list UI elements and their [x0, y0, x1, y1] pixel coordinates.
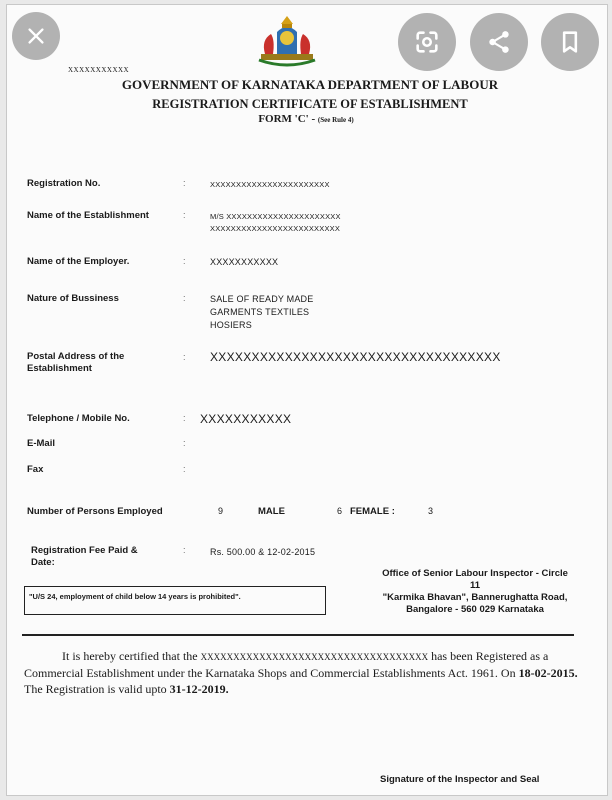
fax-label: Fax	[27, 464, 44, 475]
form-label: FORM 'C' -	[258, 113, 316, 125]
office-line4: Bangalore - 560 029 Karnataka	[406, 604, 544, 615]
lens-icon	[413, 28, 441, 56]
telephone-value: XXXXXXXXXXX	[200, 412, 292, 426]
business-value-line2: GARMENTS TEXTILES	[210, 307, 310, 317]
heading-form	[0, 113, 612, 125]
registration-no-value: XXXXXXXXXXXXXXXXXXXXXXX	[210, 180, 330, 189]
separator: :	[183, 210, 186, 220]
male-label: MALE	[258, 506, 285, 517]
establishment-value-line2: XXXXXXXXXXXXXXXXXXXXXXXXX	[210, 224, 341, 233]
share-icon	[485, 28, 513, 56]
office-line1: Office of Senior Labour Inspector - Circle	[382, 568, 568, 579]
establishment-label: Name of the Establishment	[27, 210, 149, 221]
close-icon	[25, 25, 47, 47]
separator: :	[183, 293, 186, 303]
employer-value: XXXXXXXXXXX	[210, 257, 279, 267]
close-button[interactable]	[12, 12, 60, 60]
office-address	[355, 568, 595, 616]
heading-certificate: REGISTRATION CERTIFICATE OF ESTABLISHMENT	[152, 97, 468, 111]
persons-total: 9	[218, 506, 224, 516]
bookmark-icon	[556, 28, 584, 56]
office-line2: 11	[469, 580, 481, 591]
bookmark-button[interactable]	[541, 13, 599, 71]
karnataka-emblem-icon	[255, 14, 319, 72]
separator: :	[183, 545, 186, 555]
employer-label: Name of the Employer.	[27, 256, 130, 267]
fee-value: Rs. 500.00 & 12-02-2015	[210, 547, 316, 557]
separator: :	[183, 352, 186, 362]
postal-label-line2: Establishment	[27, 363, 92, 374]
fee-label-line2: Date:	[31, 557, 55, 568]
fee-label-line1: Registration Fee Paid &	[31, 545, 138, 556]
signature-label: Signature of the Inspector and Seal	[380, 774, 540, 785]
separator: :	[183, 464, 186, 474]
divider	[22, 634, 574, 636]
email-label: E-Mail	[27, 438, 55, 449]
separator: :	[183, 256, 186, 266]
business-label: Nature of Bussiness	[27, 293, 119, 304]
female-count: 3	[428, 506, 434, 516]
postal-value: XXXXXXXXXXXXXXXXXXXXXXXXXXXXXXXXXXX	[210, 350, 501, 364]
reference-number: XXXXXXXXXXX	[68, 66, 130, 74]
establishment-value-line1: M/S XXXXXXXXXXXXXXXXXXXXXX	[210, 212, 341, 221]
female-label: FEMALE :	[350, 506, 395, 517]
cert-masked-name: XXXXXXXXXXXXXXXXXXXXXXXXXXXXXXXXXXX	[200, 652, 429, 662]
lens-button[interactable]	[398, 13, 456, 71]
postal-label-line1: Postal Address of the	[27, 351, 125, 362]
registration-no-label: Registration No.	[27, 178, 101, 189]
business-value-line3: HOSIERS	[210, 320, 252, 330]
rule-reference: (See Rule 4)	[317, 116, 354, 124]
telephone-label: Telephone / Mobile No.	[27, 413, 130, 424]
separator: :	[183, 178, 186, 188]
business-value-line1: SALE OF READY MADE	[210, 294, 314, 304]
child-labour-notice: "U/S 24, employment of child below 14 years is prohibited".	[24, 586, 326, 615]
share-button[interactable]	[470, 13, 528, 71]
persons-label: Number of Persons Employed	[27, 506, 163, 517]
separator: :	[183, 438, 186, 448]
cert-part2: has been Registered as a Commercial Establishment under the Karnataka Shops and Commercial Establishments Act. 1961. On	[24, 649, 549, 680]
certification-text	[24, 648, 584, 697]
cert-part3: The Registration is valid upto	[24, 682, 167, 696]
separator: :	[183, 413, 186, 423]
cert-valid-date: 31-12-2019.	[169, 682, 229, 696]
cert-part1: It is hereby certified that the	[62, 649, 198, 663]
cert-reg-date: 18-02-2015.	[518, 666, 578, 680]
office-line3: "Karmika Bhavan", Bannerughatta Road,	[382, 592, 568, 603]
heading-government: GOVERNMENT OF KARNATAKA DEPARTMENT OF LABOUR	[121, 77, 499, 92]
male-count: 6	[337, 506, 343, 516]
